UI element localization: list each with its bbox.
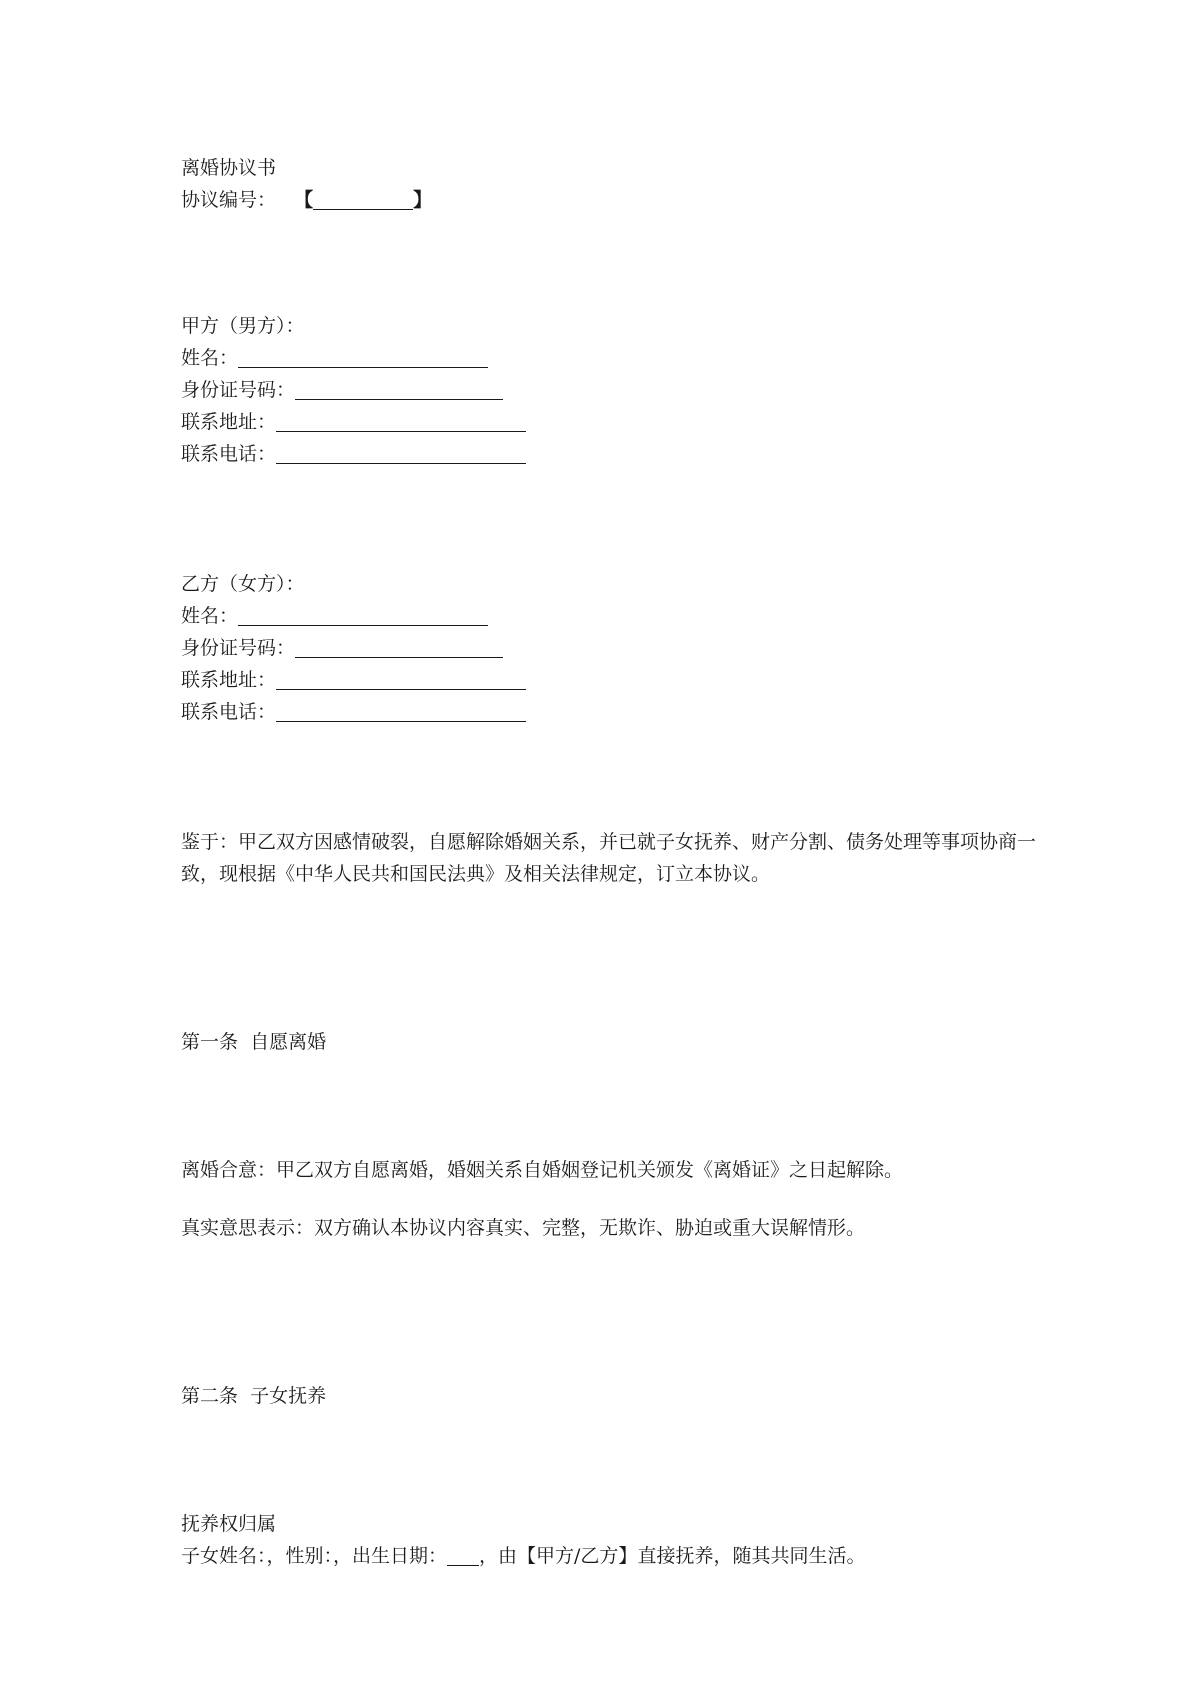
party-a-name-line [181,342,1061,374]
agreement-number-open-bracket: 【 [294,189,314,211]
article-1-section [181,1026,1061,1244]
party-b-phone-label: 联系电话： [181,701,277,723]
agreement-number-close-bracket: 】 [413,189,433,211]
custody-subheading: 抚养权归属 [181,1513,277,1535]
party-a-phone-field[interactable] [276,441,526,464]
agreement-number-field[interactable] [313,187,413,210]
party-b-phone-field[interactable] [276,699,526,722]
party-a-address-label: 联系地址： [181,411,277,433]
party-b-id-line [181,632,1061,664]
party-a-id-line [181,374,1061,406]
party-b-address-line [181,664,1061,696]
article-1-heading: 第一条 自愿离婚 [181,1031,327,1053]
document-page [181,152,1061,1572]
custody-party-choice: 【甲方/乙方】 [517,1545,638,1567]
party-b-address-field[interactable] [276,667,526,690]
party-b-id-field[interactable] [295,635,503,658]
article-2-heading: 第二条 子女抚养 [181,1385,327,1407]
party-b-name-line [181,600,1061,632]
party-a-phone-label: 联系电话： [181,443,277,465]
party-a-id-field[interactable] [295,377,503,400]
party-b-address-label: 联系地址： [181,669,277,691]
party-b-name-label: 姓名： [181,605,239,627]
party-a-address-line [181,406,1061,438]
agreement-number-line [181,184,1061,216]
party-a-id-label: 身份证号码： [181,379,296,401]
party-a-section [181,310,1061,470]
party-b-name-field[interactable] [238,603,488,626]
birth-date-field[interactable] [447,1543,479,1566]
party-a-name-field[interactable] [238,345,488,368]
custody-text-3: 直接抚养，随其共同生活。 [637,1545,866,1567]
article-2-section [181,1380,1061,1572]
party-a-phone-line [181,438,1061,470]
party-b-heading: 乙方（女方）： [181,573,305,595]
agreement-number-label: 协议编号： [181,189,277,211]
party-b-id-label: 身份证号码： [181,637,296,659]
party-a-heading: 甲方（男方）： [181,315,305,337]
custody-text-2: ，由 [479,1545,518,1567]
article-1-consent-paragraph: 离婚合意：甲乙双方自愿离婚，婚姻关系自婚姻登记机关颁发《离婚证》之日起解除。 [181,1159,904,1181]
party-a-name-label: 姓名： [181,347,239,369]
custody-text-1: 子女姓名：，性别：，出生日期： [181,1545,448,1567]
custody-line [181,1540,1061,1572]
document-title: 离婚协议书 [181,157,277,179]
party-b-phone-line [181,696,1061,728]
preamble-paragraph: 鉴于：甲乙双方因感情破裂，自愿解除婚姻关系，并已就子女抚养、财产分割、债务处理等事项协商一致，现根据《中华人民共和国民法典》及相关法律规定，订立本协议。 [181,831,1037,885]
party-a-address-field[interactable] [276,409,526,432]
article-1-intent-paragraph: 真实意思表示：双方确认本协议内容真实、完整，无欺诈、胁迫或重大误解情形。 [181,1217,866,1239]
party-b-section [181,568,1061,728]
